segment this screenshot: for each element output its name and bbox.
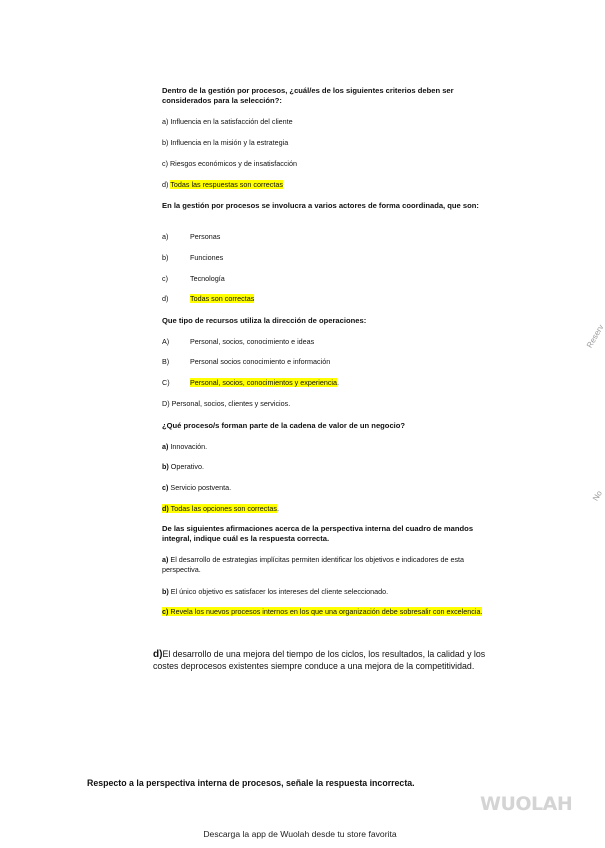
- q3-option-b-letter: B): [162, 357, 170, 366]
- q1-option-d-letter: d): [162, 180, 169, 189]
- q4-option-b-text: Operativo.: [168, 462, 204, 471]
- q3-option-d: D) Personal, socios, clientes y servicios.: [162, 399, 291, 408]
- q1-option-c: c) Riesgos económicos y de insatisfacción: [162, 159, 298, 168]
- q2-option-a-text: Personas: [190, 232, 221, 241]
- q4-option-d: [162, 504, 279, 514]
- q2-option-d-letter: d): [162, 294, 169, 303]
- question-4: ¿Qué proceso/s forman parte de la cadena de valor de un negocio?: [162, 421, 406, 430]
- q3-option-c-letter: C): [162, 378, 170, 387]
- q2-option-a-letter: a): [162, 232, 169, 241]
- q5-option-d-text: El desarrollo de una mejora del tiempo de los ciclos, los resultados, la calidad y los costes deprocesos existentes siempre conduce a una mejora de la competitividad.: [153, 649, 486, 671]
- q4-option-b: [162, 462, 204, 472]
- q2-option-b: [162, 253, 223, 263]
- q4-option-c: [162, 483, 231, 493]
- q3-option-a: [162, 337, 314, 347]
- q3-option-a-text: Personal, socios, conocimiento e ideas: [190, 337, 315, 346]
- q4-option-c-text: Servicio postventa.: [168, 483, 232, 492]
- q1-option-b: b) Influencia en la misión y la estrategia: [162, 138, 289, 147]
- q2-option-c: [162, 274, 225, 284]
- q1-option-a: a) Influencia en la satisfacción del cliente: [162, 117, 293, 126]
- q2-option-a: [162, 232, 220, 242]
- q4-option-a: [162, 442, 207, 452]
- q5-option-b-text: El único objetivo es satisfacer los intereses del cliente seleccionado.: [168, 587, 389, 596]
- q1-option-d: [162, 180, 283, 190]
- q4-option-d-letter: d): [162, 504, 169, 513]
- side-text-reserv: Reserv: [585, 323, 605, 350]
- q4-option-a-text: Innovación.: [168, 442, 208, 451]
- question-3: Que tipo de recursos utiliza la dirección de operaciones:: [162, 316, 367, 325]
- q2-option-d-text: Todas son correctas: [190, 294, 255, 303]
- q3-option-c-text: Personal, socios, conocimientos y experiencia: [190, 378, 338, 387]
- q4-option-a-letter: a): [162, 442, 169, 451]
- q4-option-c-letter: c): [162, 483, 169, 492]
- question-5: De las siguientes afirmaciones acerca de la perspectiva interna del cuadro de mandos integral, indique cuál es la respuesta correcta.: [162, 524, 474, 543]
- q5-option-c-letter: c): [162, 607, 169, 616]
- q3-option-c: [162, 378, 339, 388]
- q2-option-b-text: Funciones: [190, 253, 224, 262]
- q1-option-d-text: Todas las respuestas son correctas: [170, 180, 283, 189]
- wuolah-logo: WUOLAH: [480, 793, 573, 815]
- q5-option-d-letter: d): [153, 649, 163, 660]
- q5-option-b: [162, 587, 388, 597]
- q4-option-b-letter: b): [162, 462, 169, 471]
- q5-option-a-text: El desarrollo de estrategias implícitas permiten identificar los objetivos e indicadores de esta perspectiva.: [162, 555, 465, 574]
- footer-text: Descarga la app de Wuolah desde tu store favorita: [203, 829, 397, 839]
- q5-option-d: [153, 649, 493, 672]
- q5-option-c-text: Revela los nuevos procesos internos en los que una organización debe sobresalir con excelencia.: [168, 607, 483, 616]
- q3-option-a-letter: A): [162, 337, 170, 346]
- q2-option-c-text: Tecnología: [190, 274, 225, 283]
- q4-option-d-tail: .: [276, 504, 279, 513]
- q2-option-b-letter: b): [162, 253, 169, 262]
- side-text-no: No: [591, 489, 604, 503]
- q2-option-c-letter: c): [162, 274, 168, 283]
- q3-option-b: [162, 357, 330, 367]
- q5-option-a-letter: a): [162, 555, 169, 564]
- q3-option-c-tail: .: [337, 378, 340, 387]
- question-1: Dentro de la gestión por procesos, ¿cuál/es de los siguientes criterios deben ser considerados para la selección?:: [162, 86, 454, 105]
- bottom-question: Respecto a la perspectiva interna de procesos, señale la respuesta incorrecta.: [87, 778, 415, 788]
- q5-option-a: [162, 555, 502, 575]
- q3-option-b-text: Personal socios conocimiento e información: [190, 357, 331, 366]
- q5-option-b-letter: b): [162, 587, 169, 596]
- q5-option-c: [162, 607, 502, 617]
- question-2: En la gestión por procesos se involucra a varios actores de forma coordinada, que son:: [162, 201, 479, 210]
- q2-option-d: [162, 294, 254, 304]
- q4-option-d-text: Todas las opciones son correctas: [170, 504, 277, 513]
